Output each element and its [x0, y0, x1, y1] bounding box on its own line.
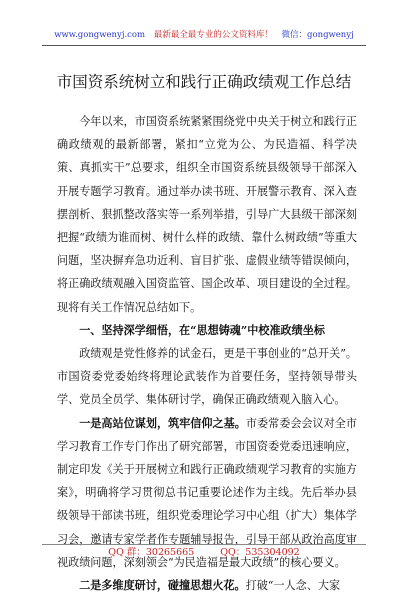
page-footer: [0, 547, 408, 559]
document-title: 市国资系统树立和践行正确政绩观工作总结: [56, 73, 352, 91]
footer-divider: [42, 544, 366, 545]
point-2-paragraph: [57, 574, 357, 597]
document-body: [57, 110, 357, 597]
point-1-lead: 一是高站位谋划，筑牢信仰之基。: [79, 416, 246, 430]
header-slogan: 最新最全最专业的公文资料库！: [153, 30, 273, 40]
header-url[interactable]: www.gongwenyj.com: [54, 30, 146, 40]
point-2-text: 打破“一人念、大家: [245, 579, 341, 593]
point-2-lead: 二是多维度研讨，碰撞思想火花。: [79, 579, 246, 593]
section-1-paragraph: 政绩观是党性修养的试金石，更是干事创业的“总开关”。市国资委党委始终将理论武装作为首要任务，坚持领导带头学、党员全员学、集体研讨学，确保正确政绩观入脑入心。: [57, 347, 357, 407]
header-divider: [42, 45, 366, 46]
page-header: [0, 29, 408, 41]
section-heading-1: 一、坚持深学细悟，在“思想铸魂”中校准政绩坐标: [79, 323, 325, 337]
intro-paragraph: 今年以来，市国资系统紧紧围绕党中央关于树立和践行正确政绩观的最新部署，紧扣“立党为公、为民造福、科学决策、真抓实干”总要求，组织全市国资系统县级领导干部深入开展专题学习教育。通过举办读书班、开展警示教育、深入查摆剖析、狠抓整改落实等一系列举措，引导广大县级干部深刻把握“政绩为谁而树、树什么样的政绩、靠什么树政绩”等重大问题，坚决摒弃急功近利、盲目扩张、虚假业绩等错误倾向，将正确政绩观融入国资监管、国企改革、项目建设的全过程。现将有关工作情况总结如下。: [57, 115, 357, 314]
header-wechat: 微信：gongwenyj: [281, 30, 354, 40]
point-1-text: 市委常委会会议对全市学习教育工作专门作出了研究部署，市国资委党委迅速响应，制定印发《关于开展树立和践行正确政绩观学习教育的实施方案》，明确将学习贯彻总书记重要论述作为主线。先后举办县级领导干部读书班，组织党委理论学习中心组（扩大）集体学习会，邀请专家学者作专题辅导报告，引导干部从政治高度审视政绩问题，深刻领会“为民造福是最大政绩”的核心要义。: [57, 416, 357, 569]
footer-qq-group: QQ 群：30265665: [108, 547, 195, 558]
footer-qq: QQ：535304092: [220, 547, 300, 558]
